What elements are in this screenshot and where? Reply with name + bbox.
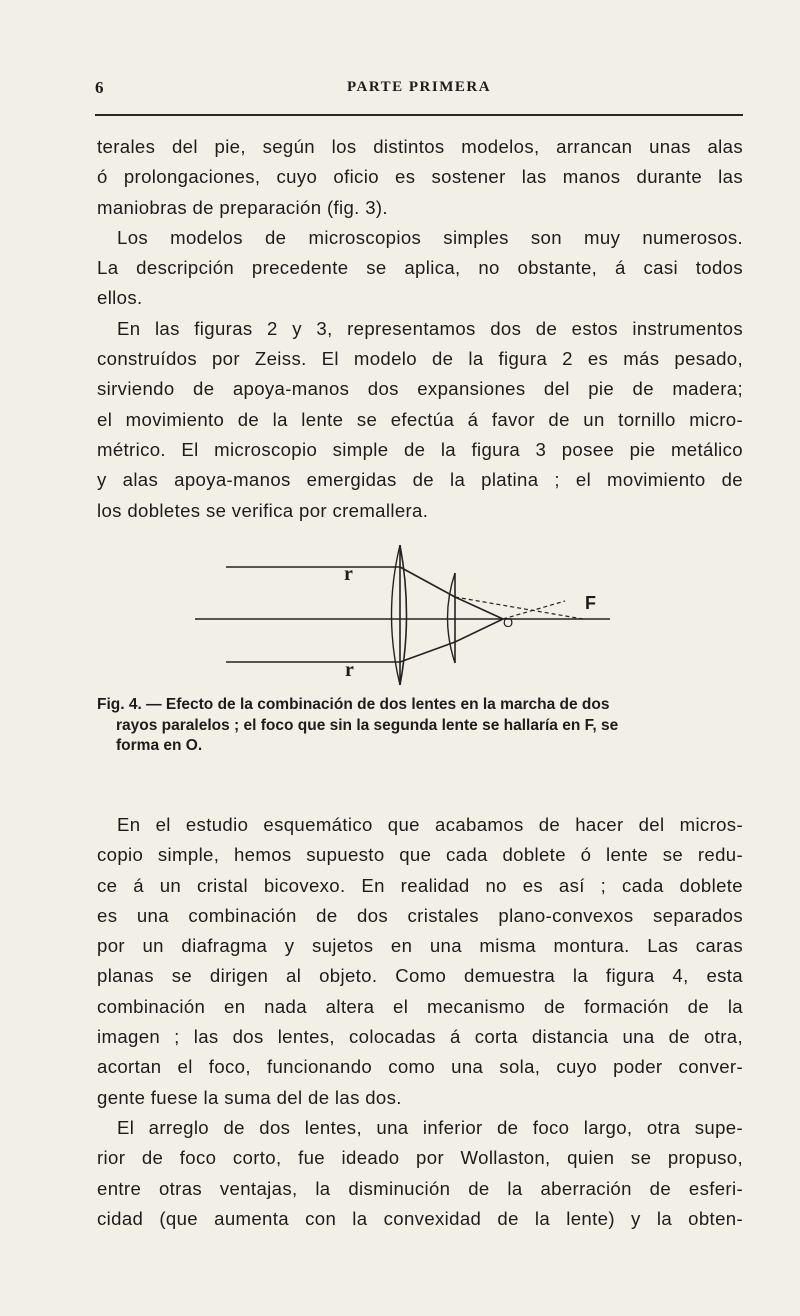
text-line: y alas apoya-manos emergidas de la platina ; el movimiento de	[97, 469, 743, 491]
text-line: gente fuese la suma del de las dos.	[97, 1086, 402, 1108]
text-line: ó prolongaciones, cuyo oficio es sostener las manos durante las	[97, 166, 743, 188]
text-line: por un diafragma y sujetos en una misma montura. Las caras	[97, 935, 743, 957]
text-line: planas se dirigen al objeto. Como demuestra la figura 4, esta	[97, 965, 743, 987]
text-line: ce á un cristal bicovexo. En realidad no es así ; cada doblete	[97, 874, 743, 896]
text-line: La descripción precedente se aplica, no obstante, á casi todos	[97, 257, 743, 279]
text-line: es una combinación de dos cristales plano-convexos separados	[97, 904, 743, 926]
ray-top-refracted	[400, 567, 455, 597]
text-line: construídos por Zeiss. El modelo de la figura 2 es más pesado,	[97, 348, 743, 370]
text-line: En el estudio esquemático que acabamos de hacer del micros-	[117, 814, 743, 835]
text-line: Los modelos de microscopios simples son muy numerosos.	[117, 226, 743, 248]
label-r-top: r	[344, 563, 353, 585]
figure-4-diagram	[95, 535, 743, 685]
lens-diagram	[95, 535, 743, 685]
caption-line: Fig. 4. — Efecto de la combinación de dos lentes en la marcha de dos	[97, 696, 610, 713]
page-number: 6	[95, 78, 104, 97]
text-block-2	[97, 810, 743, 1234]
text-line: imagen ; las dos lentes, colocadas á corta distancia una de otra,	[97, 1026, 743, 1048]
text-line: los dobletes se verifica por cremallera.	[97, 499, 429, 521]
label-r-bottom: r	[345, 659, 354, 681]
text-line: métrico. El microscopio simple de la figura 3 posee pie metálico	[97, 438, 743, 460]
text-line: cidad (que aumenta con la convexidad de la lente) y la obten-	[97, 1207, 743, 1229]
text-line: ellos.	[97, 287, 143, 309]
label-f: F	[585, 593, 596, 613]
page-header	[95, 78, 743, 102]
header-rule	[95, 114, 743, 116]
text-line: combinación en nada altera el mecanismo de formación de la	[97, 995, 743, 1017]
text-line: terales del pie, según los distintos modelos, arrancan unas alas	[97, 136, 743, 157]
figure-caption	[97, 695, 743, 757]
text-line: acortan el foco, funcionando como una sola, cuyo poder conver-	[97, 1056, 743, 1078]
text-line: copio simple, hemos supuesto que cada doblete ó lente se redu-	[97, 844, 743, 866]
text-line: rior de foco corto, fue ideado por Wollaston, quien se propuso,	[97, 1147, 743, 1169]
lens-1	[400, 545, 407, 685]
text-line: sirviendo de apoya-manos dos expansiones del pie de madera;	[97, 378, 743, 400]
text-block-1	[97, 132, 743, 526]
text-line: En las figuras 2 y 3, representamos dos de estos instrumentos	[117, 317, 743, 339]
ray-bottom-refracted	[400, 642, 455, 662]
text-line: maniobras de preparación (fig. 3).	[97, 196, 388, 218]
running-head: PARTE PRIMERA	[346, 79, 492, 95]
ray-top-converging	[455, 597, 503, 619]
ray-bottom-converging	[455, 619, 503, 642]
text-line: El arreglo de dos lentes, una inferior de foco largo, otra supe-	[117, 1116, 743, 1138]
text-line: el movimiento de la lente se efectúa á favor de un tornillo micro-	[97, 408, 743, 430]
caption-line: forma en O.	[116, 737, 203, 754]
label-o: O	[503, 615, 514, 630]
ray-dashed-to-f-top	[455, 597, 583, 619]
text-line: entre otras ventajas, la disminución de la aberración de esferi-	[97, 1177, 743, 1199]
caption-line: rayos paralelos ; el foco que sin la segunda lente se hallaría en F, se	[116, 716, 619, 734]
